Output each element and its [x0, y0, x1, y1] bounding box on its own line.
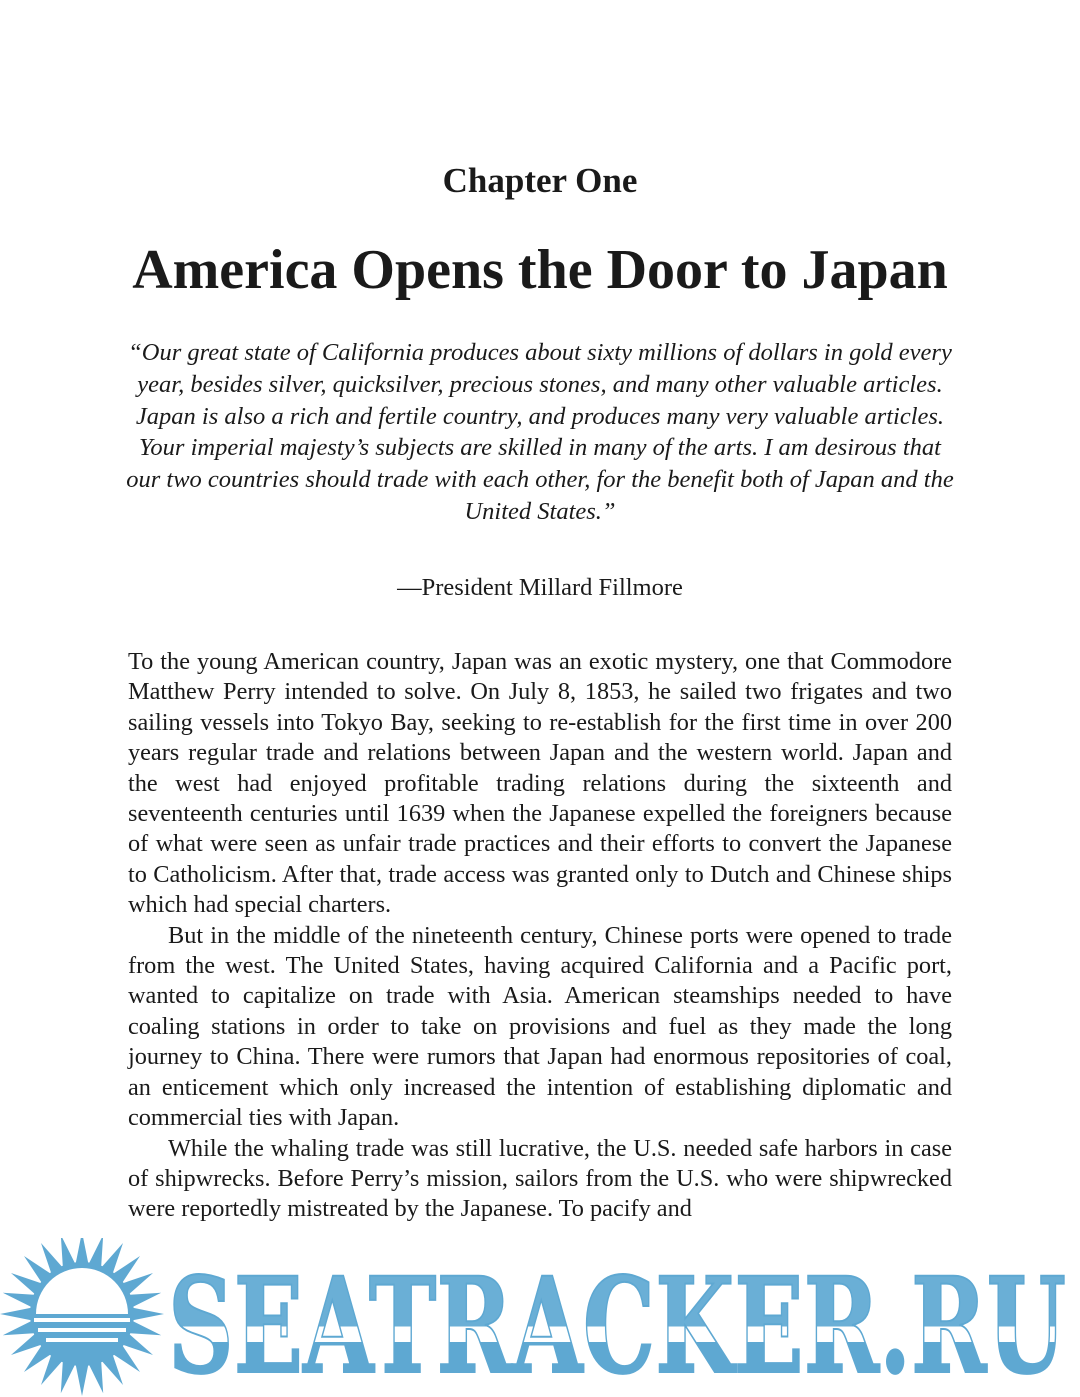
body-paragraph-1: To the young American country, Japan was an exotic mystery, one that Commodore Matthew Perry intended to solve. On July 8, 1853, he sailed two frigates and two sailing vessels into Tokyo Bay, seeking to re-establish for the first time in over 200 years regular trade and relations between Japan and the western world. Japan and the west had enjoyed profitable trading relations during the sixteenth and seventeenth centuries until 1639 when the Japanese expelled the foreigners because of what were seen as unfair trade practices and their efforts to convert the Japanese to Catholicism. After that, trade access was granted only to Dutch and Chinese ships which had special charters. [128, 648, 952, 919]
body-paragraph-2: But in the middle of the nineteenth century, Chinese ports were opened to trade from the west. The United States, having acquired California and a Pacific port, wanted to capitalize on trade with Asia. American steamships needed to have coaling stations in order to take on provisions and fuel as they made the long journey to China. There were rumors that Japan had enormous repositories of coal, an enticement which only increased the intention of establishing diplomatic and commercial ties with Japan. [128, 921, 952, 1132]
epigraph-attribution: —President Millard Fillmore [397, 574, 683, 601]
chapter-label: Chapter One [442, 161, 638, 200]
sun-icon [0, 1238, 164, 1396]
watermark [0, 1238, 1080, 1397]
chapter-title: America Opens the Door to Japan [132, 239, 948, 301]
body-text [128, 647, 952, 1225]
body-paragraph-3: While the whaling trade was still lucrative, the U.S. needed safe harbors in case of shipwrecks. Before Perry’s mission, sailors from the U.S. who were shipwrecked were reportedly mistreated by the Japanese. To pacify and [128, 1134, 952, 1223]
epigraph-quote: “Our great state of California produces about sixty millions of dollars in gold every year, besides silver, quicksilver, precious stones, and many other valuable articles. Japan is also a rich and fertile country, and produces many very valuable articles. Your imperial majesty’s subjects are skilled in many of the arts. I am desirous that our two countries should trade with each other, for the benefit both of Japan and the United States.” [126, 339, 954, 525]
watermark-text: SEATRACKER.RU [168, 1249, 1066, 1397]
